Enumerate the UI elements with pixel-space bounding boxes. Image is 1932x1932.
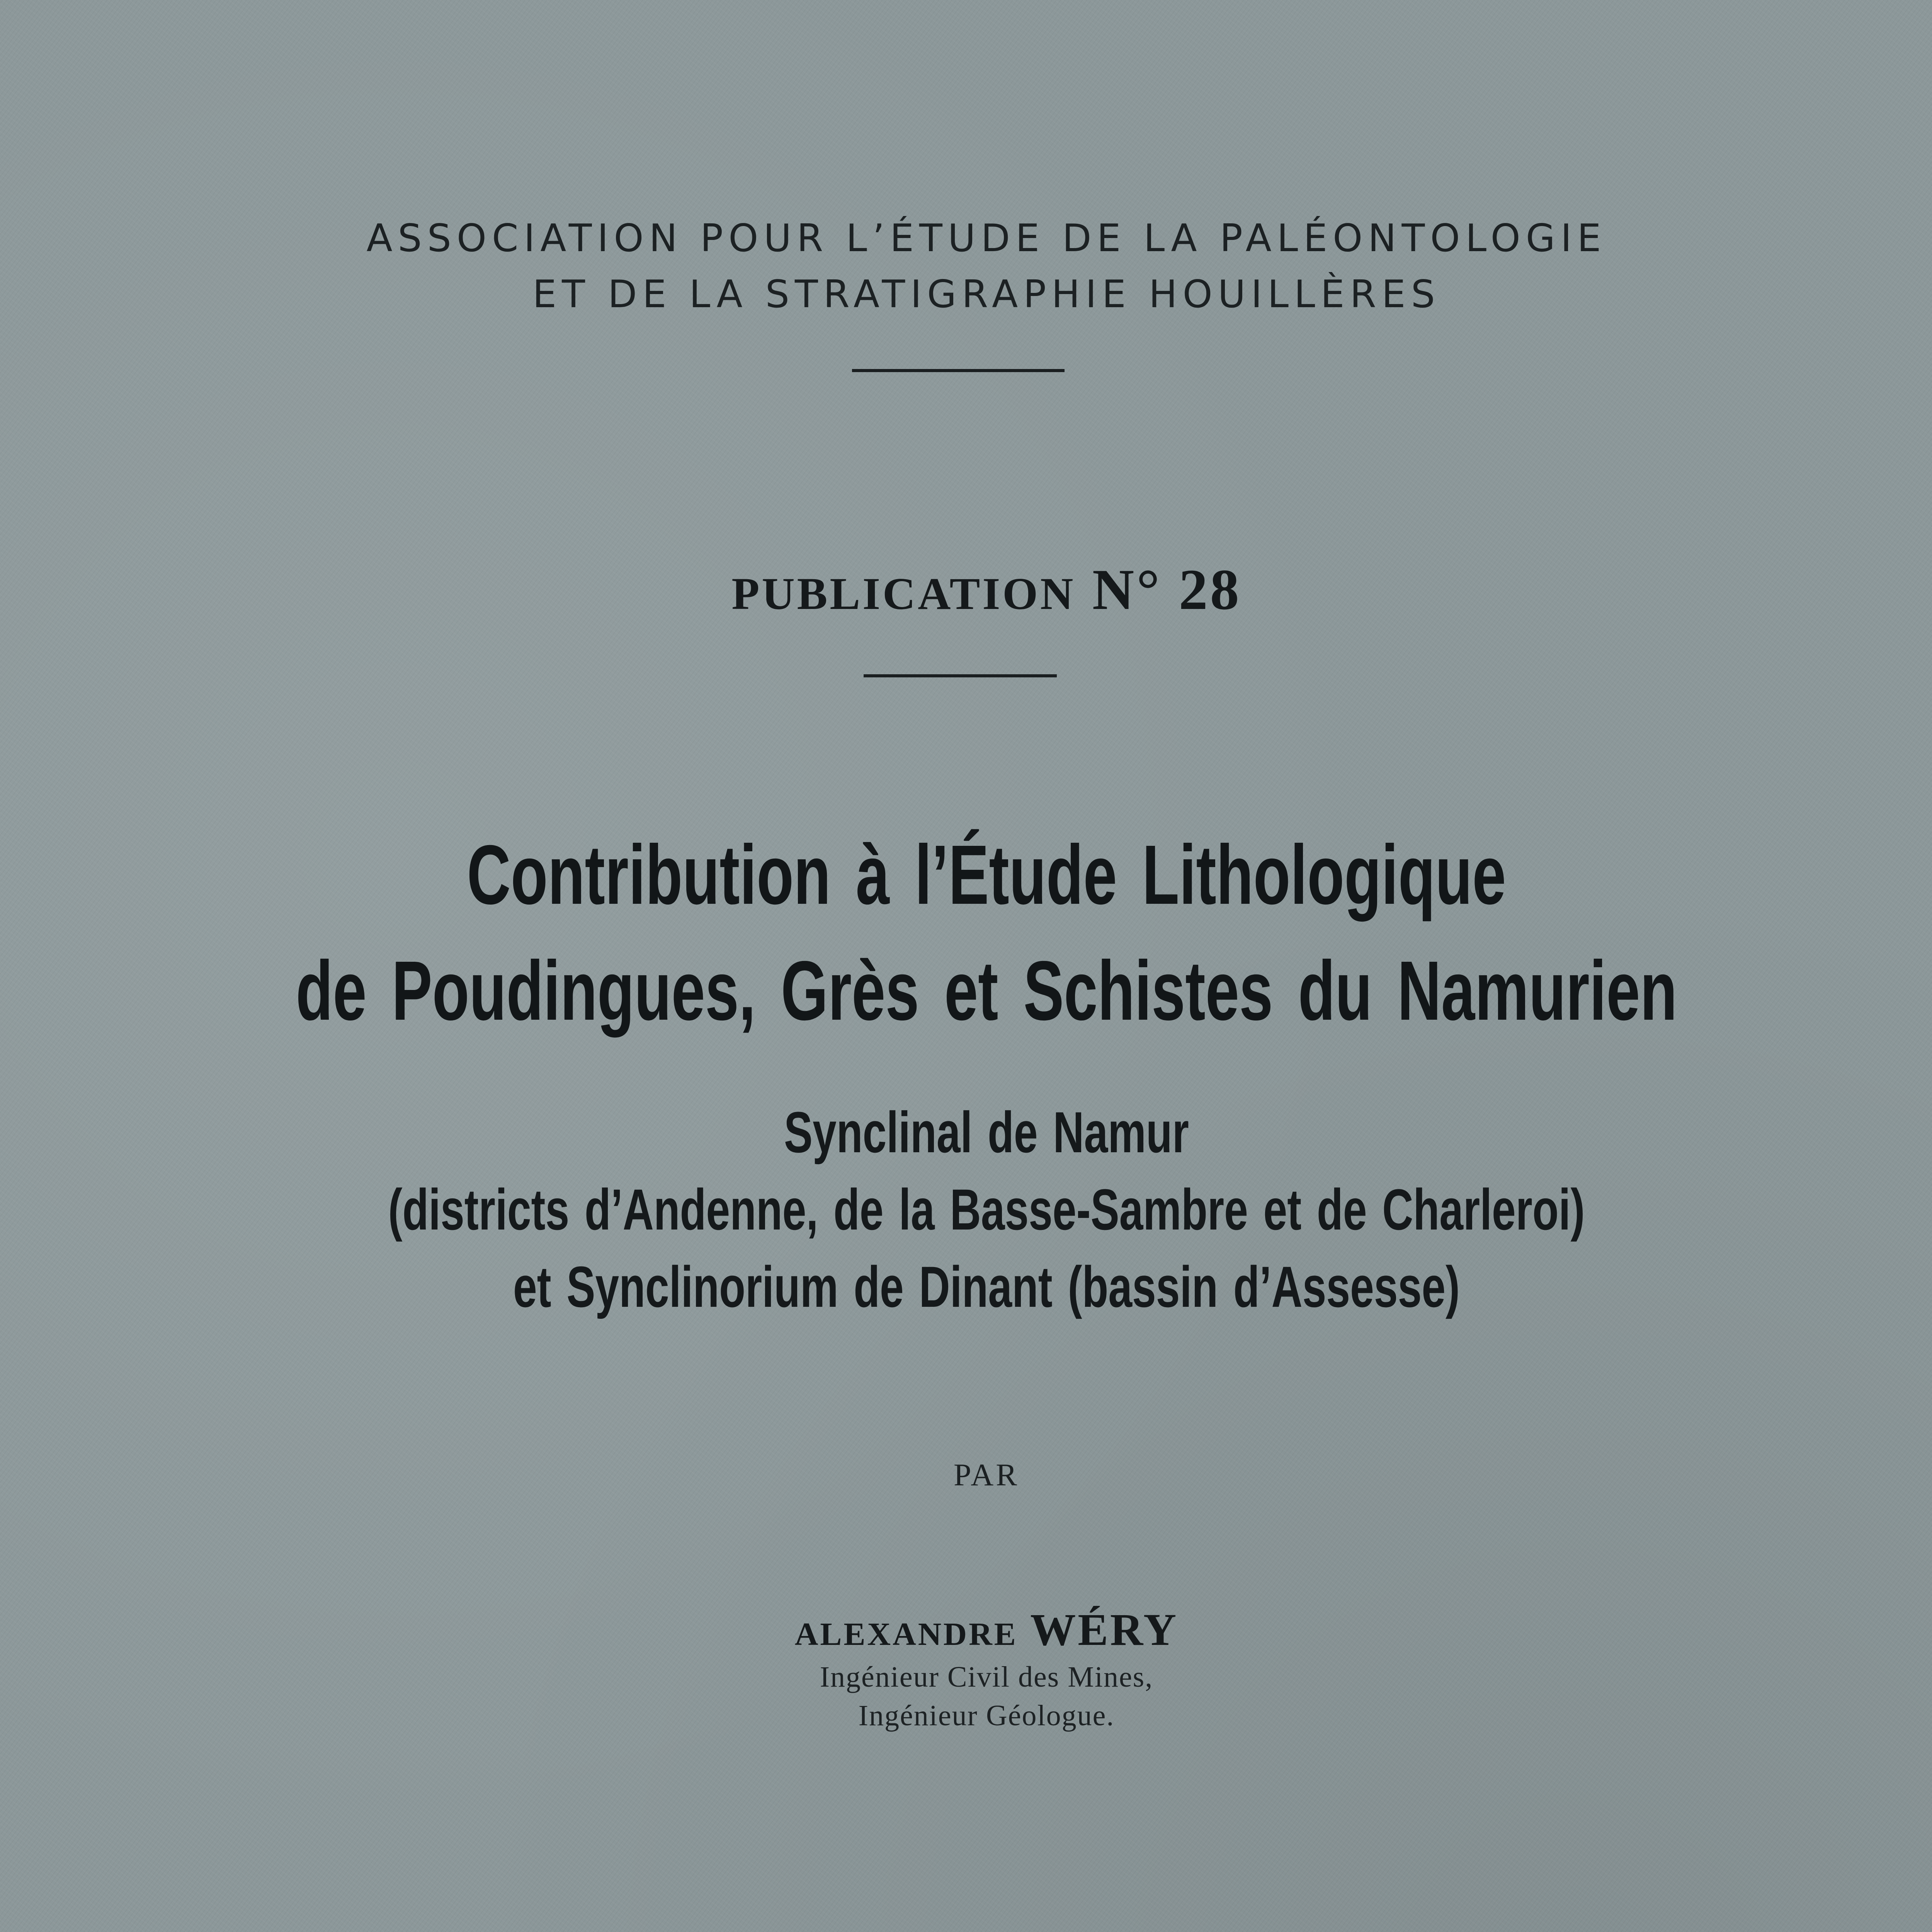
association-line-2: ET DE LA STRATIGRAPHIE HOUILLÈRES [532, 272, 1440, 316]
author-qualifications [0, 1658, 1932, 1735]
by-label: PAR [954, 1457, 1019, 1492]
author-last-name: WÉRY [1030, 1604, 1179, 1655]
subtitle-line-1: Synclinal de Namur [784, 1100, 1189, 1165]
divider-rule-middle [864, 674, 1057, 677]
divider-rule-top [852, 369, 1065, 372]
association-line-1: ASSOCIATION POUR L’ÉTUDE DE LA PALÉONTOLOGIE [366, 216, 1607, 260]
association-heading [0, 211, 1932, 323]
publication-label: PUBLICATION [731, 568, 1076, 619]
author-first-name: ALEXANDRE [794, 1616, 1018, 1652]
subtitle-line-2: (districts d’Andenne, de la Basse-Sambre et de Charleroi) [388, 1177, 1585, 1242]
publication-number [0, 556, 1932, 623]
main-title [276, 817, 1697, 1049]
author-qualification-2: Ingénieur Géologue. [858, 1699, 1115, 1732]
main-title-line-1: Contribution à l’Étude Lithologique [467, 828, 1506, 922]
subtitle-line-3: et Synclinorium de Dinant (bassin d’Assesse) [513, 1254, 1460, 1319]
publication-number-value: N° 28 [1092, 558, 1242, 622]
author-qualification-1: Ingénieur Civil des Mines, [820, 1661, 1153, 1693]
main-title-line-2: de Poudingues, Grès et Schistes du Namurien [296, 944, 1677, 1038]
subtitle [257, 1094, 1716, 1325]
author-name [0, 1604, 1932, 1656]
